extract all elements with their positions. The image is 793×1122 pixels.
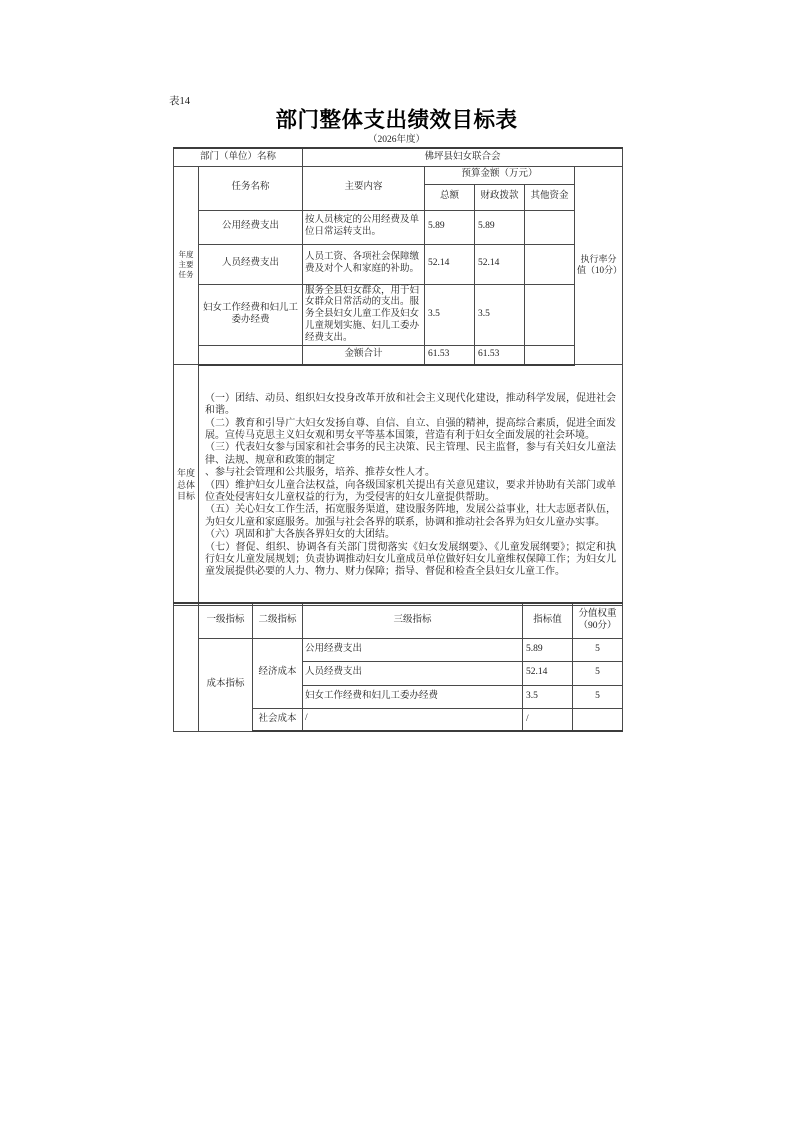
summary-total-cell: 61.53 [425, 346, 475, 365]
task-name-cell: 妇女工作经费和妇儿工委办经费 [199, 284, 303, 346]
task-content-cell: 服务全县妇女群众，用于妇女群众日常活动的支出。服务全县妇女儿童工作及妇女儿童规划实施、妇儿工委办经费支出。 [303, 284, 425, 346]
task-total-cell: 52.14 [425, 244, 475, 284]
summary-other-cell [525, 346, 575, 365]
indicator-value-cell: 5.89 [523, 638, 573, 661]
goal-paragraph: （五）关心妇女工作生活，拓宽服务渠道，建设服务阵地，发展公益事业，壮大志愿者队伍，为妇女儿童和家庭服务。加强与社会各界的联系，协调和推动社会各界为妇女儿童办实事。 [205, 504, 617, 528]
summary-label-cell: 金额合计 [303, 346, 425, 365]
indicator-name-cell: 人员经费支出 [303, 661, 523, 685]
main-budget-table [173, 147, 623, 606]
indicator-weight-cell: 5 [573, 661, 623, 685]
indicators-left-spacer-cell [174, 603, 199, 731]
task-other-cell [525, 284, 575, 346]
task-total-cell: 5.89 [425, 210, 475, 244]
level2-social-cell: 社会成本 [253, 708, 303, 731]
annual-tasks-row-label: 年度主要任务 [174, 166, 199, 365]
indicator-row [174, 638, 623, 661]
goal-paragraph: （二）教育和引导广大妇女发扬自尊、自信、自立、自强的精神，提高综合素质，促进全面发展。宣传马克思主义妇女观和男女平等基本国策，营造有利于妇女全面发展的社会环境。 [205, 417, 617, 441]
level1-cost-cell: 成本指标 [199, 638, 253, 731]
main-content-header: 主要内容 [303, 166, 425, 210]
other-funds-header: 其他资金 [525, 184, 575, 210]
task-name-header: 任务名称 [199, 166, 303, 210]
indicator-value-header: 指标值 [523, 603, 573, 638]
goal-paragraph: （一）团结、动员、组织妇女投身改革开放和社会主义现代化建设，推动科学发展，促进社会和谐。 [205, 392, 617, 417]
budget-group-header: 预算金额（万元） [425, 166, 575, 184]
level3-header: 三级指标 [303, 603, 523, 638]
task-row [174, 284, 623, 346]
task-fiscal-cell: 52.14 [475, 244, 525, 284]
goal-paragraph: （七）督促、组织、协调各有关部门贯彻落实《妇女发展纲要》、《儿童发展纲要》；拟定和执行妇女儿童发展规划；负责协调推动妇女儿童成员单位做好妇女儿童维权保障工作；为妇女儿童发展提供必要的人力、物力、财力保障；指导、督促和检查全县妇女儿童工作。 [205, 541, 617, 578]
indicator-weight-cell: 5 [573, 685, 623, 708]
goal-paragraph: （四）维护妇女儿童合法权益，向各级国家机关提出有关意见建议，要求并协助有关部门或单位查处侵害妇女儿童权益的行为，为受侵害的妇女儿童提供帮助。 [205, 479, 617, 503]
task-other-cell [525, 244, 575, 284]
indicators-table [173, 602, 623, 732]
indicator-weight-cell [573, 708, 623, 731]
dept-row [174, 148, 623, 166]
indicator-name-cell: / [303, 708, 523, 731]
task-fiscal-cell: 3.5 [475, 284, 525, 346]
fiscal-header: 财政拨款 [475, 184, 525, 210]
page-title: 部门整体支出绩效目标表 [275, 108, 518, 132]
indicators-header-row [174, 603, 623, 638]
weight-header: 分值权重（90分） [573, 603, 623, 638]
annual-goals-row-label: 年度总体目标 [174, 365, 199, 606]
indicator-name-cell: 公用经费支出 [303, 638, 523, 661]
task-other-cell [525, 210, 575, 244]
dept-value-cell: 佛坪县妇女联合会 [303, 148, 623, 166]
task-name-cell: 公用经费支出 [199, 210, 303, 244]
summary-row [174, 346, 623, 365]
task-row [174, 210, 623, 244]
task-row [174, 244, 623, 284]
indicator-value-cell: 52.14 [523, 661, 573, 685]
total-header: 总额 [425, 184, 475, 210]
summary-fiscal-cell: 61.53 [475, 346, 525, 365]
task-fiscal-cell: 5.89 [475, 210, 525, 244]
level2-economic-cell: 经济成本 [253, 638, 303, 708]
indicator-weight-cell: 5 [573, 638, 623, 661]
goal-paragraph: （三）代表妇女参与国家和社会事务的民主决策、民主管理、民主监督，参与有关妇女儿童法律、法规、规章和政策的制定 [205, 442, 617, 466]
dept-label-cell: 部门（单位）名称 [174, 148, 303, 166]
summary-empty-cell [199, 346, 303, 365]
goal-paragraph: （六）巩固和扩大各族各界妇女的大团结。 [205, 529, 395, 541]
task-total-cell: 3.5 [425, 284, 475, 346]
annual-goals-row [174, 365, 623, 606]
indicator-value-cell: 3.5 [523, 685, 573, 708]
annual-goals-text [205, 393, 616, 579]
annual-goals-cell [199, 365, 623, 606]
budget-header-row [174, 166, 623, 184]
indicator-value-cell: / [523, 708, 573, 731]
level1-header: 一级指标 [199, 603, 253, 638]
execution-score-header: 执行率分值（10分） [575, 166, 623, 365]
table-number-label: 表14 [169, 96, 190, 107]
task-content-cell: 人员工资、各项社会保障缴费及对个人和家庭的补助。 [303, 244, 425, 284]
indicator-name-cell: 妇女工作经费和妇儿工委办经费 [303, 685, 523, 708]
goal-paragraph: 、参与社会管理和公共服务，培养、推荐女性人才。 [205, 467, 435, 479]
task-name-cell: 人员经费支出 [199, 244, 303, 284]
task-content-cell: 按人员核定的公用经费及单位日常运转支出。 [303, 210, 425, 244]
page-subtitle: （2026年度） [367, 135, 425, 145]
level2-header: 二级指标 [253, 603, 303, 638]
